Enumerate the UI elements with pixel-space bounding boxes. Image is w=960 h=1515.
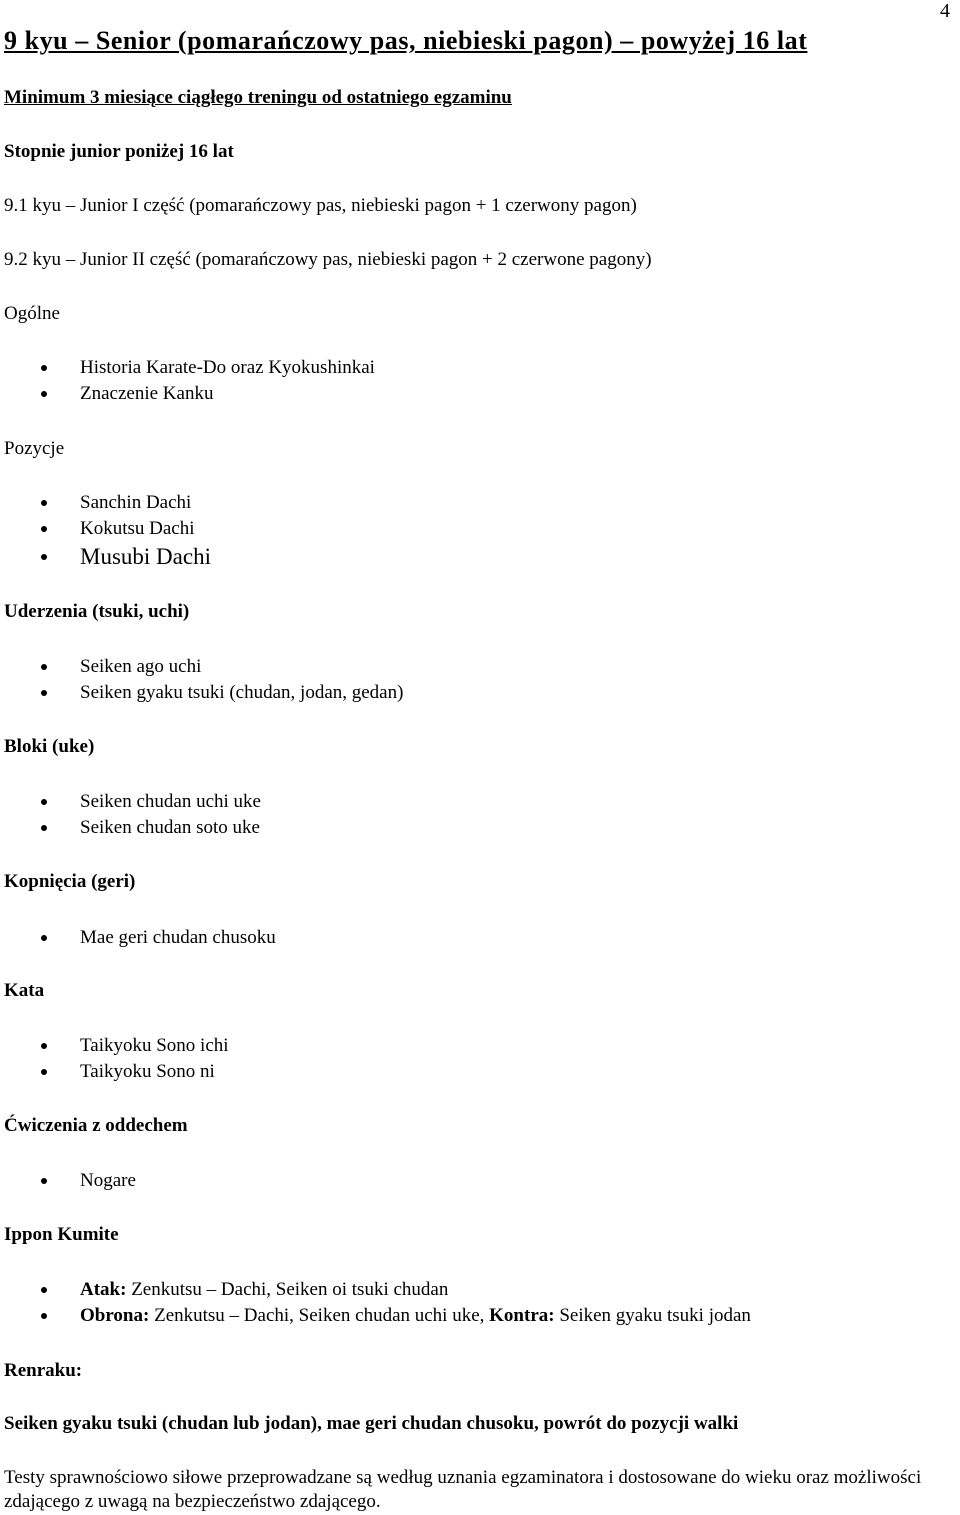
list-pozycje: [0, 490, 211, 572]
list-item: Taikyoku Sono ichi: [0, 1033, 229, 1059]
list-ogolne: [0, 355, 375, 407]
list-item: Seiken chudan soto uke: [0, 815, 261, 841]
footer-note: Testy sprawnościowo siłowe przeprowadzane są według uznania egzaminatora i dostosowane do wieku oraz możliwości zdającego z uwagą na bezpieczeństwo zdającego.: [4, 1467, 922, 1512]
list-item: Seiken chudan uchi uke: [0, 789, 261, 815]
section-heading-renraku: Renraku:: [4, 1360, 83, 1381]
section-heading-uderzenia: Uderzenia (tsuki, uchi): [4, 601, 190, 622]
junior-heading: Stopnie junior poniżej 16 lat: [4, 141, 234, 162]
list-item: Taikyoku Sono ni: [0, 1059, 229, 1085]
list-item: [0, 1277, 751, 1303]
list-item: [0, 1303, 751, 1329]
atak-text: Zenkutsu – Dachi, Seiken oi tsuki chudan: [126, 1279, 449, 1300]
obrona-text: Zenkutsu – Dachi, Seiken chudan uchi uke,: [149, 1305, 490, 1326]
list-item: Sanchin Dachi: [0, 490, 211, 516]
junior-part-1: 9.1 kyu – Junior I część (pomarańczowy pas, niebieski pagon + 1 czerwony pagon): [4, 195, 637, 216]
list-bloki: [0, 789, 261, 841]
section-heading-ippon-kumite: Ippon Kumite: [4, 1224, 119, 1245]
list-item: Znaczenie Kanku: [0, 381, 375, 407]
section-heading-kopniecia: Kopnięcia (geri): [4, 871, 136, 892]
kontra-label: Kontra:: [489, 1305, 555, 1326]
list-item: Kokutsu Dachi: [0, 516, 211, 542]
kontra-text: Seiken gyaku tsuki jodan: [554, 1305, 751, 1326]
list-item: Musubi Dachi: [0, 542, 211, 572]
section-heading-ogolne: Ogólne: [4, 303, 60, 324]
obrona-label: Obrona:: [80, 1305, 150, 1326]
list-ippon-kumite: [0, 1277, 751, 1329]
list-kata: [0, 1033, 229, 1085]
list-item: Historia Karate-Do oraz Kyokushinkai: [0, 355, 375, 381]
list-item: Seiken ago uchi: [0, 654, 403, 680]
list-item: Mae geri chudan chusoku: [0, 925, 276, 951]
page-number: 4: [940, 0, 950, 22]
list-cwiczenia: [0, 1168, 136, 1194]
section-heading-pozycje: Pozycje: [4, 438, 65, 459]
section-heading-bloki: Bloki (uke): [4, 736, 95, 757]
list-kopniecia: [0, 925, 276, 951]
section-heading-kata: Kata: [4, 980, 45, 1001]
renraku-text: Seiken gyaku tsuki (chudan lub jodan), mae geri chudan chusoku, powrót do pozycji walki: [4, 1413, 739, 1434]
minimum-requirement: Minimum 3 miesiące ciągłego treningu od ostatniego egzaminu: [4, 87, 512, 108]
page-title: 9 kyu – Senior (pomarańczowy pas, niebieski pagon) – powyżej 16 lat: [4, 26, 808, 55]
list-item: Nogare: [0, 1168, 136, 1194]
list-item: Seiken gyaku tsuki (chudan, jodan, gedan): [0, 680, 403, 706]
atak-label: Atak:: [80, 1279, 127, 1300]
junior-part-2: 9.2 kyu – Junior II część (pomarańczowy pas, niebieski pagon + 2 czerwone pagony): [4, 249, 652, 270]
list-uderzenia: [0, 654, 403, 706]
section-heading-cwiczenia: Ćwiczenia z oddechem: [4, 1115, 188, 1136]
